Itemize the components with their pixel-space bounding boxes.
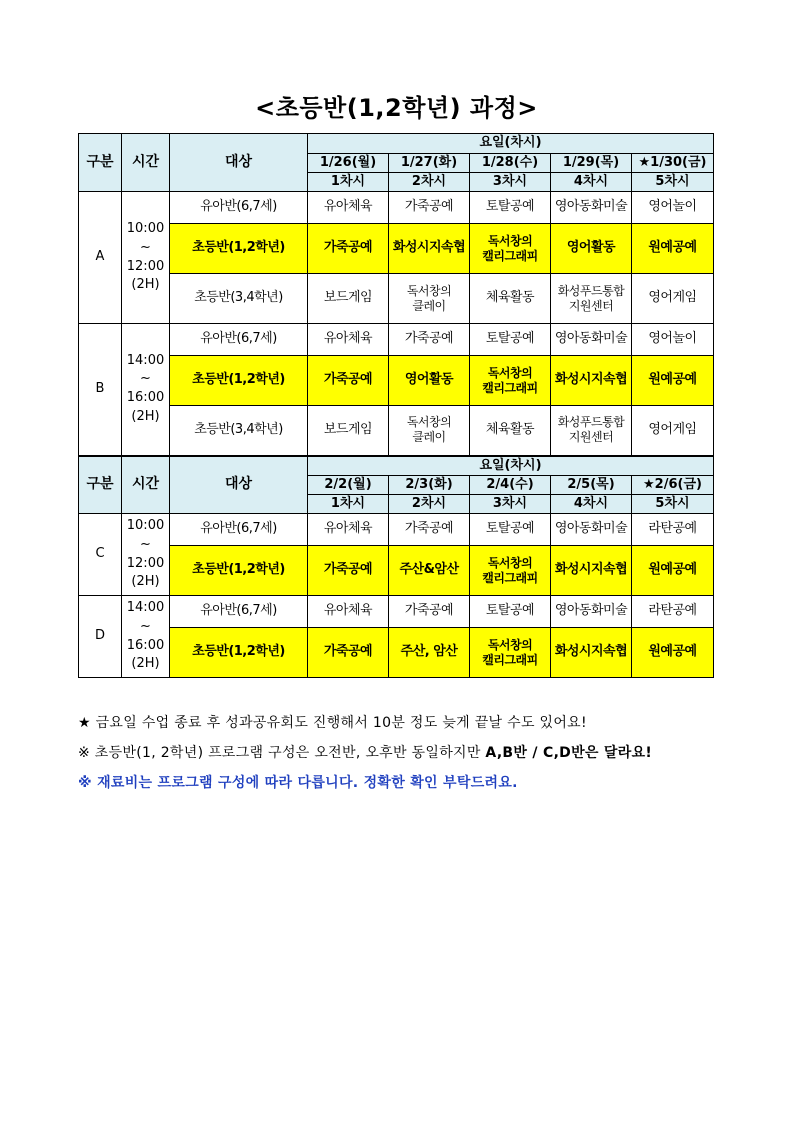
program-cell (470, 274, 551, 324)
program-cell (470, 406, 551, 456)
time-line: 12:00 (126, 258, 165, 274)
target-class: 초등반(1,2학년) (170, 628, 308, 678)
program-cell (470, 514, 551, 546)
header-date: ★1/30(금) (632, 154, 714, 173)
header-session: 5차시 (632, 173, 714, 192)
program-cell (632, 224, 714, 274)
program-cell (632, 406, 714, 456)
header-group: 구분 (79, 456, 122, 514)
header-group: 구분 (79, 134, 122, 192)
note-material-fee: ※ 재료비는 프로그램 구성에 따라 다릅니다. 정확한 확인 부탁드려요. (78, 775, 518, 791)
table-row (79, 406, 714, 456)
header-session: 2차시 (389, 173, 470, 192)
program-name: 가죽공예 (323, 644, 373, 660)
program-name: 영어게임 (648, 290, 697, 306)
target-class: 초등반(1,2학년) (170, 356, 308, 406)
program-name: 영어놀이 (648, 331, 697, 347)
target-class: 유아반(6,7세) (170, 596, 308, 628)
program-cell (551, 596, 632, 628)
header-session: 2차시 (389, 495, 470, 514)
program-cell (632, 546, 714, 596)
program-name: 원예공예 (648, 372, 697, 388)
group-label: B (79, 324, 122, 456)
time-line: (2H) (131, 277, 160, 293)
program-name: 가죽공예 (404, 603, 454, 619)
program-name: 보드게임 (323, 422, 373, 438)
time-line: (2H) (131, 409, 160, 425)
header-session: 4차시 (551, 495, 632, 514)
table-row (79, 224, 714, 274)
program-cell (470, 628, 551, 678)
program-name: 유아체육 (323, 331, 373, 347)
time-line: ~ (140, 239, 151, 255)
header-session: 3차시 (470, 495, 551, 514)
program-name: 라탄공예 (648, 521, 697, 537)
table-row (79, 596, 714, 628)
program-name: 독서창의 캘리그래피 (482, 555, 538, 585)
target-class: 유아반(6,7세) (170, 324, 308, 356)
program-name: 토탈공예 (485, 199, 535, 215)
header-target: 대상 (170, 456, 308, 514)
program-name: 유아체육 (323, 199, 373, 215)
header-date: 2/5(목) (551, 476, 632, 495)
program-cell (632, 514, 714, 546)
program-name: 체육활동 (485, 422, 535, 438)
program-cell (551, 274, 632, 324)
program-cell (470, 596, 551, 628)
program-cell (308, 596, 389, 628)
program-name: 영어놀이 (648, 199, 697, 215)
program-cell (389, 514, 470, 546)
target-class: 초등반(3,4학년) (170, 274, 308, 324)
header-date: 2/4(수) (470, 476, 551, 495)
program-cell (632, 192, 714, 224)
group-label: C (79, 514, 122, 596)
program-name: 화성푸드통합 지원센터 (557, 283, 625, 313)
program-cell (308, 274, 389, 324)
program-name: 화성시지속협 (392, 240, 466, 256)
program-cell (470, 546, 551, 596)
program-cell (632, 628, 714, 678)
target-class: 초등반(3,4학년) (170, 406, 308, 456)
header-date: 1/28(수) (470, 154, 551, 173)
time-line: ~ (140, 371, 151, 387)
program-cell (308, 324, 389, 356)
program-cell (389, 224, 470, 274)
program-name: 화성푸드통합 지원센터 (557, 415, 625, 445)
program-cell (632, 324, 714, 356)
header-target: 대상 (170, 134, 308, 192)
program-name: 체육활동 (485, 290, 535, 306)
program-name: 영어게임 (648, 422, 697, 438)
program-name: 화성시지속협 (554, 644, 628, 660)
program-name: 독서창의 캘리그래피 (482, 637, 538, 667)
program-name: 영어활동 (404, 372, 454, 388)
header-session: 1차시 (308, 173, 389, 192)
table-row (79, 514, 714, 546)
program-cell (470, 356, 551, 406)
program-name: 영아동화미술 (554, 331, 628, 347)
program-cell (470, 324, 551, 356)
program-name: 가죽공예 (323, 240, 373, 256)
table-row (79, 324, 714, 356)
program-name: 라탄공예 (648, 603, 697, 619)
program-name: 가죽공예 (323, 562, 373, 578)
program-cell (551, 192, 632, 224)
program-cell (470, 192, 551, 224)
program-name: 주산, 암산 (400, 644, 458, 660)
program-cell (389, 356, 470, 406)
program-cell (308, 224, 389, 274)
program-cell (551, 406, 632, 456)
program-cell (389, 628, 470, 678)
program-cell (551, 224, 632, 274)
program-cell (389, 192, 470, 224)
program-cell (551, 356, 632, 406)
time-line: 10:00 (126, 220, 165, 236)
program-cell (551, 628, 632, 678)
time-line: ~ (140, 536, 151, 552)
program-name: 영아동화미술 (554, 603, 628, 619)
header-date: 1/29(목) (551, 154, 632, 173)
program-cell (551, 514, 632, 546)
program-name: 가죽공예 (404, 521, 454, 537)
header-time: 시간 (122, 456, 170, 514)
program-cell (389, 596, 470, 628)
header-time: 시간 (122, 134, 170, 192)
group-label: A (79, 192, 122, 324)
program-name: 가죽공예 (404, 199, 454, 215)
program-cell (632, 274, 714, 324)
program-name: 영아동화미술 (554, 521, 628, 537)
schedule-table (78, 133, 714, 678)
time-line: (2H) (131, 656, 160, 672)
time-line: 16:00 (126, 637, 165, 653)
program-name: 영아동화미술 (554, 199, 628, 215)
target-class: 초등반(1,2학년) (170, 224, 308, 274)
header-date: 1/26(월) (308, 154, 389, 173)
time-line: (2H) (131, 574, 160, 590)
program-name: 유아체육 (323, 603, 373, 619)
header-row (79, 134, 714, 154)
program-cell (632, 596, 714, 628)
header-date: 2/2(월) (308, 476, 389, 495)
time-range (122, 192, 170, 324)
target-class: 유아반(6,7세) (170, 514, 308, 546)
program-cell (389, 324, 470, 356)
program-cell (632, 356, 714, 406)
table-row (79, 356, 714, 406)
program-name: 독서창의 클레이 (406, 415, 452, 445)
table-row (79, 274, 714, 324)
header-date: ★2/6(금) (632, 476, 714, 495)
program-name: 독서창의 클레이 (406, 283, 452, 313)
time-line: 12:00 (126, 555, 165, 571)
time-line: 14:00 (126, 352, 165, 368)
target-class: 초등반(1,2학년) (170, 546, 308, 596)
program-cell (389, 274, 470, 324)
program-name: 원예공예 (648, 562, 697, 578)
time-line: 10:00 (126, 517, 165, 533)
program-cell (308, 406, 389, 456)
target-class: 유아반(6,7세) (170, 192, 308, 224)
program-name: 원예공예 (648, 644, 697, 660)
program-cell (470, 224, 551, 274)
program-name: 토탈공예 (485, 331, 535, 347)
time-line: 14:00 (126, 599, 165, 615)
program-cell (389, 406, 470, 456)
program-name: 화성시지속협 (554, 562, 628, 578)
table-row (79, 546, 714, 596)
header-days: 요일(차시) (308, 456, 714, 476)
header-session: 3차시 (470, 173, 551, 192)
program-cell (551, 546, 632, 596)
note-program-text: ※ 초등반(1, 2학년) 프로그램 구성은 오전반, 오후반 동일하지만 (78, 745, 486, 761)
program-name: 주산&암산 (399, 562, 459, 578)
time-range (122, 596, 170, 678)
note-program-emphasis: A,B반 / C,D반은 달라요! (485, 745, 653, 761)
header-session: 5차시 (632, 495, 714, 514)
header-row (79, 456, 714, 476)
program-cell (308, 514, 389, 546)
program-name: 유아체육 (323, 521, 373, 537)
program-name: 독서창의 캘리그래피 (482, 233, 538, 263)
header-date: 2/3(화) (389, 476, 470, 495)
time-range (122, 514, 170, 596)
program-name: 독서창의 캘리그래피 (482, 365, 538, 395)
program-name: 가죽공예 (404, 331, 454, 347)
program-name: 보드게임 (323, 290, 373, 306)
header-session: 1차시 (308, 495, 389, 514)
header-session: 4차시 (551, 173, 632, 192)
group-label: D (79, 596, 122, 678)
time-line: ~ (140, 618, 151, 634)
header-date: 1/27(화) (389, 154, 470, 173)
program-cell (551, 324, 632, 356)
table-row (79, 628, 714, 678)
note-friday: ★ 금요일 수업 종료 후 성과공유회도 진행해서 10분 정도 늦게 끝날 수도 있어요! (78, 715, 587, 731)
program-name: 화성시지속협 (554, 372, 628, 388)
page-title: <초등반(1,2학년) 과정> (255, 94, 538, 122)
program-name: 원예공예 (648, 240, 697, 256)
program-name: 영어활동 (566, 240, 616, 256)
notes (78, 708, 728, 798)
program-name: 토탈공예 (485, 603, 535, 619)
program-name: 토탈공예 (485, 521, 535, 537)
program-cell (308, 192, 389, 224)
program-name: 가죽공예 (323, 372, 373, 388)
program-cell (308, 546, 389, 596)
time-range (122, 324, 170, 456)
time-line: 16:00 (126, 390, 165, 406)
program-cell (389, 546, 470, 596)
program-cell (308, 628, 389, 678)
table-row (79, 192, 714, 224)
program-cell (308, 356, 389, 406)
note-program (78, 738, 728, 768)
header-days: 요일(차시) (308, 134, 714, 154)
